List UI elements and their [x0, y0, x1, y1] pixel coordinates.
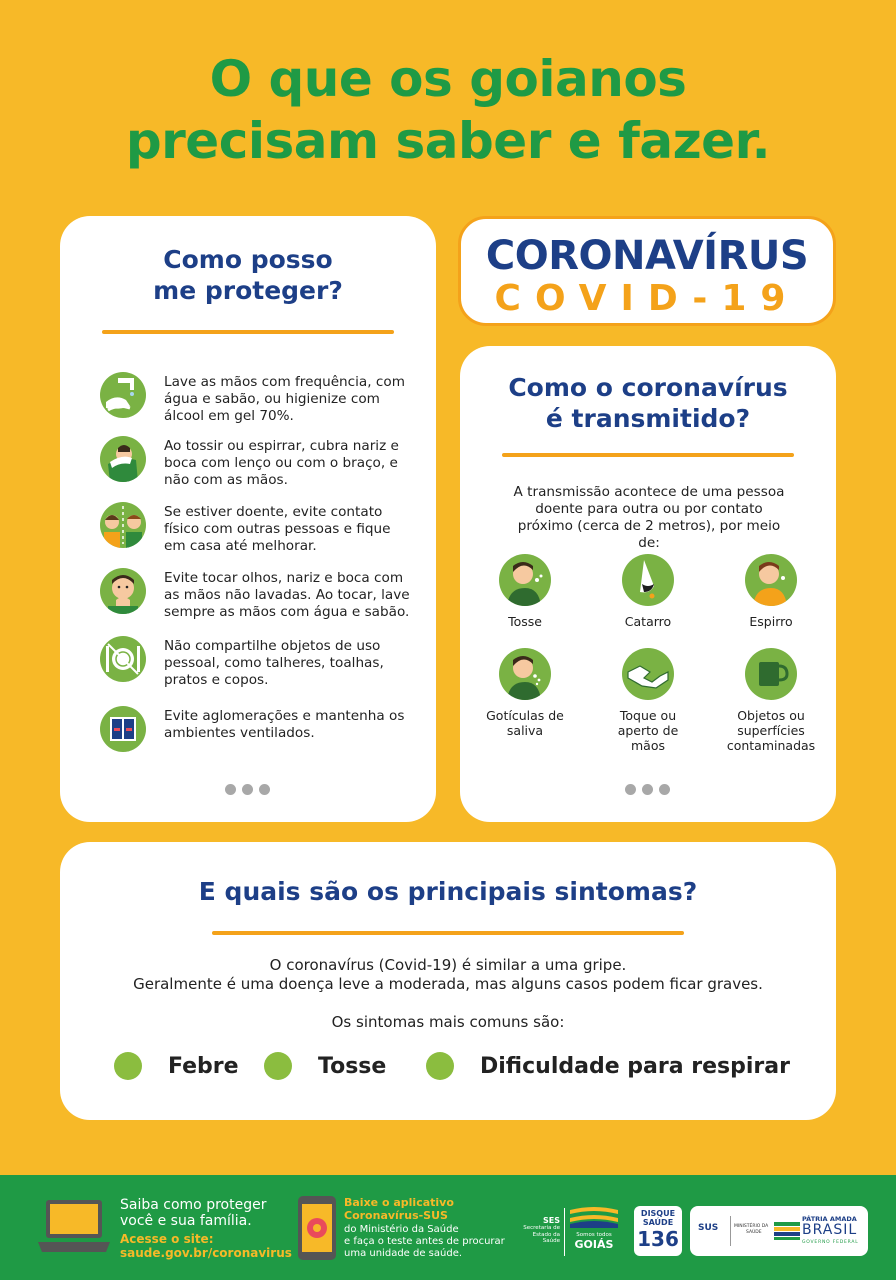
symptoms-common-label: Os sintomas mais comuns são: — [331, 1013, 565, 1031]
transmission-heading — [460, 372, 836, 434]
pagination-dot — [225, 784, 236, 795]
divider-line — [564, 1208, 565, 1256]
site-access-label: Acesse o site: — [120, 1232, 214, 1246]
symptom-bullet-icon — [264, 1052, 292, 1080]
sus-divider — [730, 1216, 731, 1246]
ministerio-line-1: MINISTÉRIO DA — [734, 1224, 769, 1229]
sus-logo: SUS — [698, 1223, 719, 1233]
phone-app-icon — [298, 1196, 336, 1264]
transmission-item — [593, 554, 703, 629]
ses-sub-2: Estado da — [532, 1231, 560, 1238]
hand-washing-icon — [100, 372, 146, 418]
transmission-pagination-dots — [625, 784, 670, 795]
protect-item — [100, 436, 414, 489]
transmission-item-label: Objetos ou superfícies contaminadas — [726, 708, 816, 753]
app-text-line-4: e faça o teste antes de procurar — [344, 1236, 505, 1247]
pagination-dot — [259, 784, 270, 795]
handshake-icon — [622, 648, 674, 700]
symptom-bullet-icon — [426, 1052, 454, 1080]
symptom-label: Tosse — [318, 1053, 387, 1079]
cough-into-elbow-icon — [100, 436, 146, 482]
protect-item-text: Ao tossir ou espirrar, cubra nariz e boca com lenço ou com o braço, e não com as mãos. — [164, 438, 399, 488]
transmission-item — [593, 648, 703, 753]
title-line-1: O que os goianos — [209, 50, 687, 108]
transmission-item-label: Espirro — [749, 614, 793, 629]
ses-sub-3: Saúde — [542, 1238, 560, 1244]
app-text-line-2: Coronavírus-SUS — [344, 1209, 448, 1222]
goias-logo — [570, 1206, 618, 1256]
brand-line-1: CORONAVÍRUS — [485, 233, 809, 279]
protect-item — [100, 636, 414, 689]
symptom-bullet-icon — [114, 1052, 142, 1080]
transmission-item-label: Tosse — [508, 614, 542, 629]
patria-amada-label: PÁTRIA AMADA — [802, 1215, 857, 1223]
coronavirus-brand-box — [458, 216, 836, 326]
transmission-intro: A transmissão acontece de uma pessoa doente para outra ou por contato próximo (cerca de 2 metros), por meio de: — [513, 484, 785, 551]
protect-item — [100, 502, 414, 555]
site-text-line-2: você e sua família. — [120, 1213, 252, 1229]
protect-item — [100, 372, 414, 425]
pagination-dot — [659, 784, 670, 795]
protect-item-text: Evite aglomerações e mantenha os ambientes ventilados. — [164, 708, 405, 741]
goias-flag-icon — [570, 1206, 618, 1228]
phone-number: 136 — [637, 1227, 679, 1251]
contaminated-mug-icon — [745, 648, 797, 700]
protect-pagination-dots — [225, 784, 270, 795]
symptom-item — [426, 1052, 790, 1080]
app-text-line-5: uma unidade de saúde. — [344, 1248, 463, 1259]
symptom-item — [264, 1052, 386, 1080]
protect-card — [60, 216, 436, 822]
transmission-card — [460, 346, 836, 822]
transmission-item — [470, 648, 580, 738]
avoid-contact-icon — [100, 502, 146, 548]
pagination-dot — [642, 784, 653, 795]
cough-person-icon — [499, 554, 551, 606]
site-url-link[interactable]: saude.gov.br/coronavirus — [120, 1246, 292, 1260]
protect-item-text: Não compartilhe objetos de uso pessoal, como talheres, toalhas, pratos e copos. — [164, 638, 384, 688]
transmission-item-label: Toque ou aperto de mãos — [617, 708, 679, 753]
footer — [0, 1168, 896, 1280]
protect-item-text: Lave as mãos com frequência, com água e sabão, ou higienize com álcool em gel 70%. — [164, 374, 405, 424]
transmission-heading-line-1: Como o coronavírus — [508, 373, 788, 402]
transmission-item-label: Gotículas de saliva — [486, 708, 564, 738]
transmission-item — [716, 648, 826, 753]
app-text-line-3: do Ministério da Saúde — [344, 1224, 459, 1235]
symptoms-line-1: O coronavírus (Covid-19) é similar a uma gripe. — [269, 956, 627, 974]
no-face-touch-icon — [100, 568, 146, 614]
protect-item — [100, 568, 414, 621]
pagination-dot — [242, 784, 253, 795]
app-text-line-1: Baixe o aplicativo — [344, 1196, 454, 1209]
transmission-divider — [502, 453, 794, 457]
page-title — [0, 48, 896, 172]
protect-divider — [102, 330, 394, 334]
governo-federal-label: GOVERNO FEDERAL — [802, 1240, 859, 1245]
pagination-dot — [625, 784, 636, 795]
protect-heading-line-1: Como posso — [163, 245, 333, 274]
brasil-label: BRASIL — [802, 1222, 858, 1238]
ses-sub-1: Secretaria de — [523, 1225, 560, 1231]
disque-label: DISQUE — [640, 1209, 676, 1218]
footer-stripe — [0, 1168, 896, 1175]
brand-line-2: COVID-19 — [494, 278, 800, 319]
protect-item — [100, 706, 414, 752]
symptom-label: Febre — [168, 1053, 239, 1079]
protect-item-text: Se estiver doente, evite contato físico com outras pessoas e fique em casa até melhorar. — [164, 504, 391, 554]
symptoms-line-2: Geralmente é uma doença leve a moderada, mas alguns casos podem ficar graves. — [133, 975, 763, 993]
federal-logos-box — [690, 1206, 868, 1256]
protect-heading-line-2: me proteger? — [153, 276, 343, 305]
transmission-item — [716, 554, 826, 629]
symptom-item — [114, 1052, 239, 1080]
nose-mucus-icon — [622, 554, 674, 606]
ventilated-window-icon — [100, 706, 146, 752]
symptoms-heading: E quais são os principais sintomas? — [198, 877, 698, 906]
saliva-droplets-icon — [499, 648, 551, 700]
protect-item-text: Evite tocar olhos, nariz e boca com as mãos não lavadas. Ao tocar, lave sempre as mãos com água e sabão. — [164, 570, 410, 620]
ses-logo — [508, 1216, 560, 1245]
disque-saude-badge — [634, 1206, 682, 1256]
site-text-line-1: Saiba como proteger — [120, 1197, 267, 1213]
title-line-2: precisam saber e fazer. — [125, 112, 771, 170]
symptoms-divider — [212, 931, 684, 935]
transmission-item — [470, 554, 580, 629]
no-sharing-cutlery-icon — [100, 636, 146, 682]
transmission-item-label: Catarro — [624, 614, 672, 629]
brasil-flag-icon — [774, 1220, 800, 1242]
laptop-icon — [38, 1198, 110, 1258]
sneeze-person-icon — [745, 554, 797, 606]
ministerio-line-2: SAÚDE — [746, 1230, 762, 1235]
saude-label: SAÚDE — [642, 1218, 674, 1227]
goias-label: GOIÁS — [574, 1238, 614, 1251]
protect-heading — [60, 244, 436, 306]
goias-small-label: Somos todos — [576, 1232, 612, 1238]
transmission-heading-line-2: é transmitido? — [545, 404, 751, 433]
symptom-label: Dificuldade para respirar — [480, 1053, 790, 1079]
ses-label: SES — [543, 1216, 560, 1225]
